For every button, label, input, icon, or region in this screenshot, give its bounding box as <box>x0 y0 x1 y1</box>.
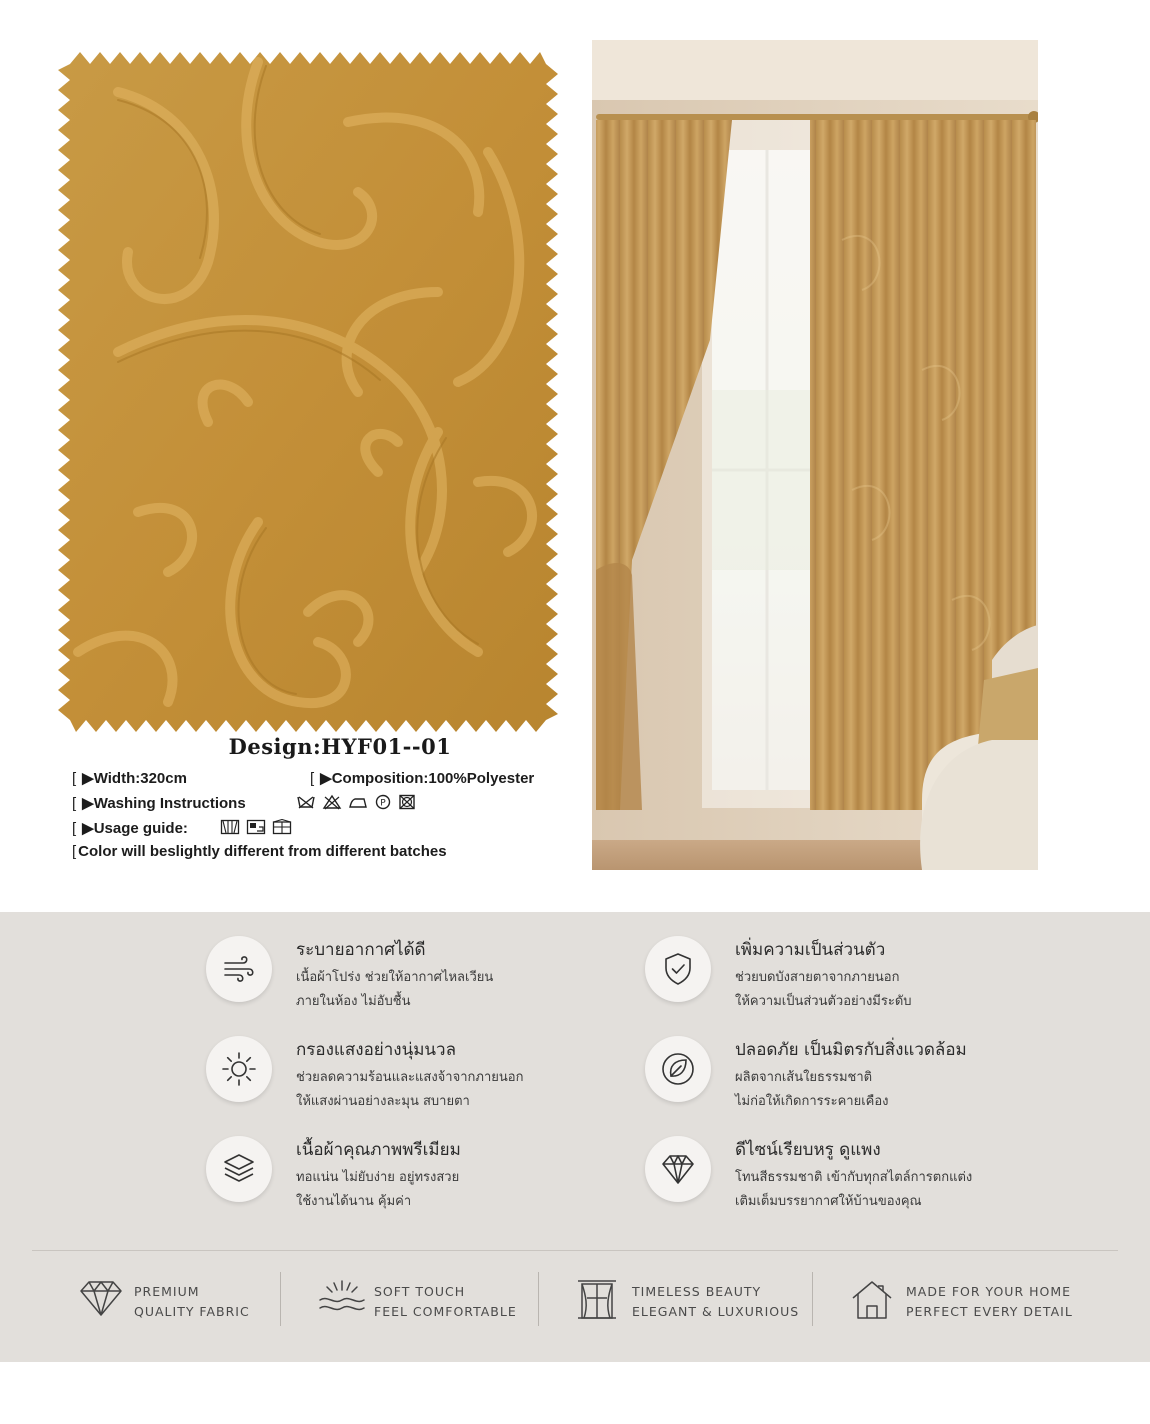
feature-desc-1: โทนสีธรรมชาติ เข้ากับทุกสไตล์การตกแต่ง <box>735 1170 973 1185</box>
feature-title: ปลอดภัย เป็นมิตรกับสิ่งแวดล้อม <box>735 1040 967 1060</box>
usage-icons <box>220 819 292 835</box>
feature-title: เพิ่มความเป็นส่วนตัว <box>735 940 886 960</box>
curtain-window-icon <box>576 1278 618 1322</box>
feature-privacy <box>645 936 1065 1016</box>
spec-composition: [ ▶Composition:100%Polyester <box>310 770 535 787</box>
design-title: Design:HYF01--01 <box>228 734 452 759</box>
do-not-tumble-dry-icon <box>398 794 416 810</box>
panel-divider <box>32 1250 1118 1251</box>
feature-desc-2: ไม่ก่อให้เกิดการระคายเคือง <box>735 1094 889 1109</box>
spec-width: [ ▶Width:320cm <box>72 770 187 787</box>
spec-note-text: Color will beslightly different from different batches <box>78 843 447 860</box>
badge-text <box>134 1282 250 1322</box>
badge-line-2: ELEGANT & LUXURIOUS <box>632 1304 800 1319</box>
feature-desc-1: ช่วยลดความร้อนและแสงจ้าจากภายนอก <box>296 1070 524 1085</box>
feature-desc-2: ให้ความเป็นส่วนตัวอย่างมีระดับ <box>735 994 912 1009</box>
feature-elegant-design <box>645 1136 1065 1216</box>
badge-line-1: PREMIUM <box>134 1284 200 1299</box>
feature-eco-safe <box>645 1036 1065 1116</box>
feature-desc-2: ภายในห้อง ไม่อับชื้น <box>296 994 411 1009</box>
spec-washing: [ ▶Washing Instructions <box>72 795 246 812</box>
soft-touch-icon <box>318 1278 366 1318</box>
leaf-icon <box>659 1050 697 1088</box>
feature-title: ระบายอากาศได้ดี <box>296 940 426 960</box>
room-usage-icon <box>246 819 266 835</box>
feature-icon-circle <box>206 1036 272 1102</box>
feature-desc-1: ทอแน่น ไม่ยับง่าย อยู่ทรงสวย <box>296 1170 460 1185</box>
shield-check-icon <box>660 951 696 987</box>
feature-desc-1: ช่วยบดบังสายตาจากภายนอก <box>735 970 900 985</box>
sun-icon <box>220 1050 258 1088</box>
dry-clean-p-icon <box>374 794 392 810</box>
feature-desc-2: เติมเต็มบรรยากาศให้บ้านของคุณ <box>735 1194 922 1209</box>
feature-icon-circle <box>645 936 711 1002</box>
feature-desc-1: เนื้อผ้าโปร่ง ช่วยให้อากาศไหลเวียน <box>296 970 494 985</box>
window-usage-icon <box>272 819 292 835</box>
iron-icon <box>348 794 368 810</box>
spec-usage: [ ▶Usage guide: <box>72 820 188 837</box>
feature-icon-circle <box>206 936 272 1002</box>
spec-composition-text: Composition:100%Polyester <box>331 770 535 787</box>
spec-washing-text: Washing Instructions <box>93 795 246 812</box>
feature-icon-circle <box>645 1036 711 1102</box>
washing-icons <box>296 794 416 810</box>
features-panel <box>0 912 1150 1362</box>
feature-title: ดีไซน์เรียบหรู ดูแพง <box>735 1140 881 1160</box>
feature-title: เนื้อผ้าคุณภาพพรีเมียม <box>296 1140 461 1160</box>
badge-separator <box>280 1272 281 1326</box>
svg-text:P: P <box>380 798 386 809</box>
spec-usage-text: Usage guide: <box>93 820 188 837</box>
home-icon <box>850 1278 894 1322</box>
badge-line-2: FEEL COMFORTABLE <box>374 1304 517 1319</box>
spec-width-text: Width:320cm <box>93 770 187 787</box>
badge-text <box>374 1282 517 1322</box>
feature-premium-fabric <box>206 1136 626 1216</box>
badge-line-1: MADE FOR YOUR HOME <box>906 1284 1072 1299</box>
feature-icon-circle <box>206 1136 272 1202</box>
badge-line-2: QUALITY FABRIC <box>134 1304 250 1319</box>
badge-text <box>632 1282 799 1322</box>
layers-icon <box>220 1150 258 1188</box>
badge-separator <box>538 1272 539 1326</box>
feature-icon-circle <box>645 1136 711 1202</box>
badge-line-1: SOFT TOUCH <box>374 1284 466 1299</box>
spec-note: [ Color will beslightly different from different batches <box>72 843 447 860</box>
badge-line-1: TIMELESS BEAUTY <box>632 1284 762 1299</box>
feature-desc-2: ให้แสงผ่านอย่างละมุน สบายตา <box>296 1094 470 1109</box>
feature-desc-1: ผลิตจากเส้นใยธรรมชาติ <box>735 1070 873 1085</box>
fabric-swatch-image <box>58 52 558 732</box>
diamond-outline-icon <box>78 1278 124 1318</box>
feature-breathable <box>206 936 626 1016</box>
badge-separator <box>812 1272 813 1326</box>
do-not-bleach-icon <box>322 794 342 810</box>
feature-light-filter <box>206 1036 626 1116</box>
feature-title: กรองแสงอย่างนุ่มนวล <box>296 1040 456 1060</box>
wind-icon <box>221 951 257 987</box>
do-not-wash-icon <box>296 794 316 810</box>
badge-line-2: PERFECT EVERY DETAIL <box>906 1304 1073 1319</box>
diamond-icon <box>659 1150 697 1188</box>
feature-desc-2: ใช้งานได้นาน คุ้มค่า <box>296 1194 412 1209</box>
badge-text <box>906 1282 1073 1322</box>
curtain-usage-icon <box>220 819 240 835</box>
